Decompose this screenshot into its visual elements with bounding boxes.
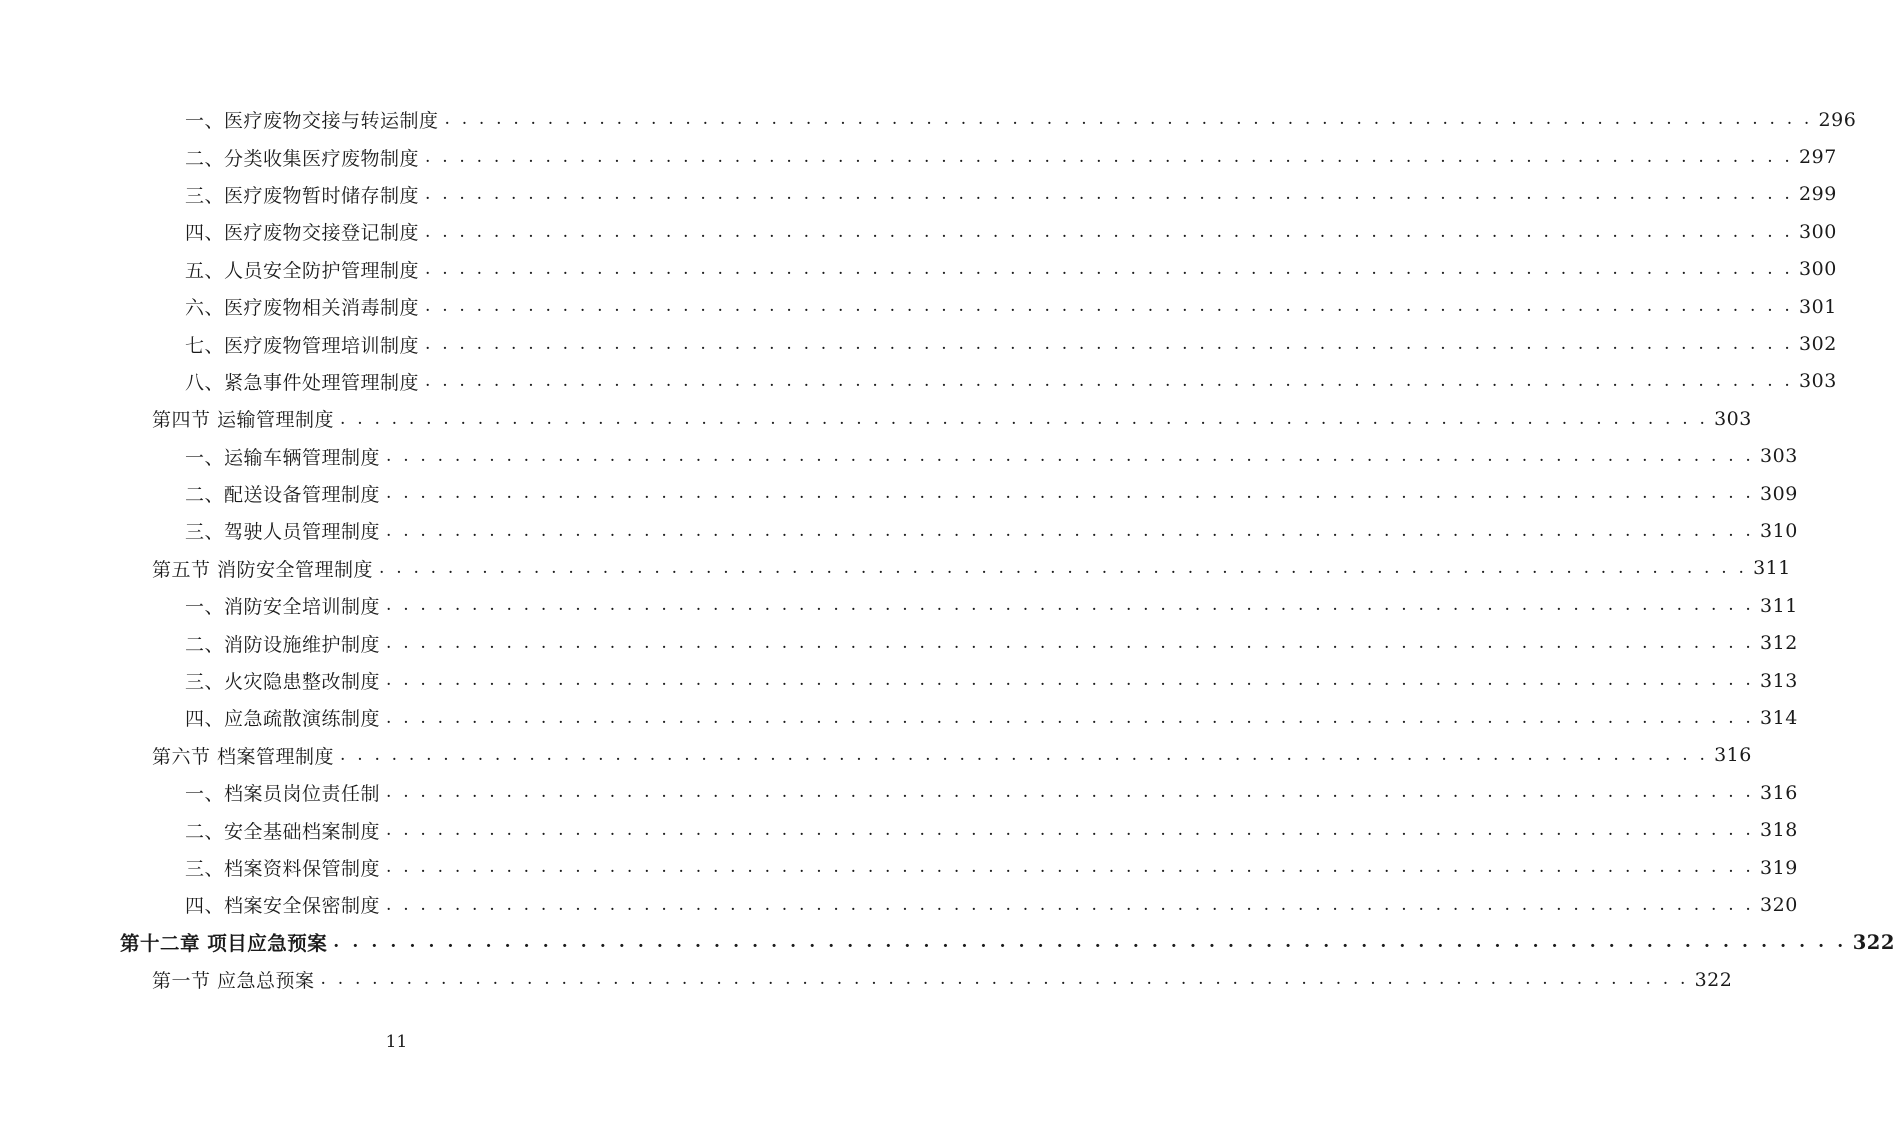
toc-entry-title: 三、医疗废物暂时储存制度: [185, 184, 420, 207]
toc-dot-leader: . . . . . . . . . . . . . . . . . . . . . . . . . . . . . . . . . . . . . . . . . . . . . . . . . . . . . . . . . . . . . . . . . . . . . . . . . . . . . . . .: [386, 483, 1755, 504]
toc-dot-leader: . . . . . . . . . . . . . . . . . . . . . . . . . . . . . . . . . . . . . . . . . . . . . . . . . . . . . . . . . . . . . . . . . . . . . . . . . . . . . . . .: [425, 371, 1794, 392]
toc-entry-title: 一、档案员岗位责任制: [185, 783, 381, 806]
toc-entry-title: 第一节 应急总预案: [152, 970, 315, 993]
toc-dot-leader: . . . . . . . . . . . . . . . . . . . . . . . . . . . . . . . . . . . . . . . . . . . . . . . . . . . . . . . . . . . . . . . . . . . . . . . . . . . . . . . .: [425, 333, 1794, 354]
toc-entry-page: 314: [1760, 706, 1798, 729]
toc-entry-title: 一、运输车辆管理制度: [185, 446, 381, 469]
toc-entry-page: 296: [1818, 108, 1857, 131]
toc-subsection-entry[interactable]: [0, 624, 1798, 661]
toc-subsection-entry[interactable]: [0, 101, 1857, 138]
toc-entry-page: 301: [1799, 295, 1837, 318]
toc-dot-leader: . . . . . . . . . . . . . . . . . . . . . . . . . . . . . . . . . . . . . . . . . . . . . . . . . . . . . . . . . . . . . . . . . . . . . . . . . . . . . . . .: [340, 745, 1709, 766]
toc-entry-page: 311: [1760, 594, 1798, 617]
toc-entry-page: 311: [1753, 557, 1791, 580]
toc-entry-title: 二、安全基础档案制度: [185, 820, 381, 843]
toc-entry-page: 322: [1694, 968, 1733, 991]
toc-dot-leader: . . . . . . . . . . . . . . . . . . . . . . . . . . . . . . . . . . . . . . . . . . . . . . . . . . . . . . . . . . . . . . . . . . . . . . . . . . . . . . . .: [333, 931, 1847, 952]
toc-dot-leader: . . . . . . . . . . . . . . . . . . . . . . . . . . . . . . . . . . . . . . . . . . . . . . . . . . . . . . . . . . . . . . . . . . . . . . . . . . . . . . . .: [425, 221, 1794, 242]
toc-entry-title: 第六节 档案管理制度: [152, 745, 335, 768]
toc-dot-leader: . . . . . . . . . . . . . . . . . . . . . . . . . . . . . . . . . . . . . . . . . . . . . . . . . . . . . . . . . . . . . . . . . . . . . . . . . . . . . . . .: [386, 520, 1755, 541]
toc-subsection-entry[interactable]: [0, 512, 1798, 549]
toc-entry-title: 三、驾驶人员管理制度: [185, 521, 381, 544]
toc-entry-page: 303: [1799, 370, 1837, 393]
toc-entry-page: 302: [1799, 333, 1837, 356]
toc-subsection-entry[interactable]: [0, 699, 1798, 736]
toc-dot-leader: . . . . . . . . . . . . . . . . . . . . . . . . . . . . . . . . . . . . . . . . . . . . . . . . . . . . . . . . . . . . . . . . . . . . . . . . . . . . . . . .: [386, 782, 1755, 803]
toc-dot-leader: . . . . . . . . . . . . . . . . . . . . . . . . . . . . . . . . . . . . . . . . . . . . . . . . . . . . . . . . . . . . . . . . . . . . . . . . . . . . . . . .: [386, 819, 1755, 840]
toc-entry-page: 312: [1760, 632, 1798, 655]
toc-entry-title: 八、紧急事件处理管理制度: [185, 371, 420, 394]
table-of-contents: [0, 101, 1895, 998]
toc-dot-leader: . . . . . . . . . . . . . . . . . . . . . . . . . . . . . . . . . . . . . . . . . . . . . . . . . . . . . . . . . . . . . . . . . . . . . . . . . . . . . . . .: [425, 258, 1794, 279]
toc-section-entry[interactable]: [0, 550, 1791, 587]
toc-subsection-entry[interactable]: [0, 176, 1837, 213]
toc-entry-title: 二、消防设施维护制度: [185, 633, 381, 656]
toc-entry-page: 300: [1799, 220, 1837, 243]
toc-subsection-entry[interactable]: [0, 288, 1837, 325]
toc-dot-leader: . . . . . . . . . . . . . . . . . . . . . . . . . . . . . . . . . . . . . . . . . . . . . . . . . . . . . . . . . . . . . . . . . . . . . . . . . . . . . . . .: [386, 632, 1755, 653]
toc-entry-title: 第十二章 项目应急预案: [120, 932, 328, 956]
toc-dot-leader: . . . . . . . . . . . . . . . . . . . . . . . . . . . . . . . . . . . . . . . . . . . . . . . . . . . . . . . . . . . . . . . . . . . . . . . . . . . . . . . .: [386, 894, 1755, 915]
toc-section-entry[interactable]: [0, 961, 1733, 998]
toc-dot-leader: . . . . . . . . . . . . . . . . . . . . . . . . . . . . . . . . . . . . . . . . . . . . . . . . . . . . . . . . . . . . . . . . . . . . . . . . . . . . . . . .: [340, 408, 1709, 429]
page-number: 11: [385, 1032, 408, 1052]
toc-entry-page: 313: [1760, 669, 1798, 692]
toc-entry-title: 一、消防安全培训制度: [185, 596, 381, 619]
toc-entry-page: 300: [1799, 258, 1837, 281]
toc-entry-title: 三、档案资料保管制度: [185, 858, 381, 880]
toc-subsection-entry[interactable]: [0, 811, 1798, 848]
toc-subsection-entry[interactable]: [0, 363, 1837, 400]
toc-subsection-entry[interactable]: [0, 438, 1798, 475]
toc-dot-leader: . . . . . . . . . . . . . . . . . . . . . . . . . . . . . . . . . . . . . . . . . . . . . . . . . . . . . . . . . . . . . . . . . . . . . . . . . . . . . . . .: [379, 558, 1748, 579]
toc-entry-title: 第五节 消防安全管理制度: [152, 558, 374, 581]
toc-entry-page: 309: [1760, 482, 1798, 505]
toc-entry-title: 二、分类收集医疗废物制度: [185, 147, 420, 170]
toc-section-entry[interactable]: [0, 400, 1752, 437]
toc-entry-title: 四、档案安全保密制度: [185, 895, 381, 918]
toc-subsection-entry[interactable]: [0, 251, 1837, 288]
toc-dot-leader: . . . . . . . . . . . . . . . . . . . . . . . . . . . . . . . . . . . . . . . . . . . . . . . . . . . . . . . . . . . . . . . . . . . . . . . . . . . . . . . .: [386, 707, 1755, 728]
toc-entry-page: 319: [1760, 856, 1798, 879]
toc-subsection-entry[interactable]: [0, 475, 1798, 512]
toc-entry-page: 303: [1760, 445, 1798, 468]
toc-entry-title: 五、人员安全防护管理制度: [185, 259, 420, 282]
toc-dot-leader: . . . . . . . . . . . . . . . . . . . . . . . . . . . . . . . . . . . . . . . . . . . . . . . . . . . . . . . . . . . . . . . . . . . . . . . . . . . . . . . .: [444, 109, 1813, 130]
toc-entry-title: 三、火灾隐患整改制度: [185, 671, 381, 694]
toc-entry-page: 316: [1714, 744, 1752, 767]
toc-dot-leader: . . . . . . . . . . . . . . . . . . . . . . . . . . . . . . . . . . . . . . . . . . . . . . . . . . . . . . . . . . . . . . . . . . . . . . . . . . . . . . . .: [425, 184, 1794, 205]
toc-entry-page: 310: [1760, 519, 1798, 542]
toc-subsection-entry[interactable]: [0, 886, 1798, 923]
toc-subsection-entry[interactable]: [0, 213, 1837, 250]
toc-dot-leader: . . . . . . . . . . . . . . . . . . . . . . . . . . . . . . . . . . . . . . . . . . . . . . . . . . . . . . . . . . . . . . . . . . . . . . . . . . . . . . . .: [386, 857, 1755, 878]
toc-subsection-entry[interactable]: [0, 662, 1798, 699]
toc-subsection-entry[interactable]: [0, 849, 1798, 886]
toc-dot-leader: . . . . . . . . . . . . . . . . . . . . . . . . . . . . . . . . . . . . . . . . . . . . . . . . . . . . . . . . . . . . . . . . . . . . . . . . . . . . . . . .: [386, 670, 1755, 691]
toc-entry-page: 322: [1852, 930, 1895, 954]
toc-entry-page: 316: [1760, 781, 1798, 804]
toc-entry-page: 320: [1760, 893, 1798, 916]
toc-entry-page: 303: [1714, 407, 1752, 430]
toc-entry-title: 第四节 运输管理制度: [152, 409, 335, 432]
toc-entry-title: 二、配送设备管理制度: [185, 484, 381, 507]
toc-dot-leader: . . . . . . . . . . . . . . . . . . . . . . . . . . . . . . . . . . . . . . . . . . . . . . . . . . . . . . . . . . . . . . . . . . . . . . . . . . . . . . . .: [425, 296, 1794, 317]
toc-entry-title: 四、应急疏散演练制度: [185, 708, 381, 731]
toc-section-entry[interactable]: [0, 737, 1752, 774]
toc-subsection-entry[interactable]: [0, 587, 1798, 624]
toc-dot-leader: . . . . . . . . . . . . . . . . . . . . . . . . . . . . . . . . . . . . . . . . . . . . . . . . . . . . . . . . . . . . . . . . . . . . . . . . . . . . . . . .: [386, 445, 1755, 466]
toc-dot-leader: . . . . . . . . . . . . . . . . . . . . . . . . . . . . . . . . . . . . . . . . . . . . . . . . . . . . . . . . . . . . . . . . . . . . . . . . . . . . . . . .: [320, 969, 1689, 990]
toc-entry-title: 六、医疗废物相关消毒制度: [185, 297, 420, 320]
toc-entry-page: 299: [1799, 183, 1837, 206]
toc-entry-page: 297: [1799, 146, 1837, 169]
toc-subsection-entry[interactable]: [0, 774, 1798, 811]
toc-entry-title: 七、医疗废物管理培训制度: [185, 334, 420, 357]
toc-dot-leader: . . . . . . . . . . . . . . . . . . . . . . . . . . . . . . . . . . . . . . . . . . . . . . . . . . . . . . . . . . . . . . . . . . . . . . . . . . . . . . . .: [386, 595, 1755, 616]
toc-entry-page: 318: [1760, 819, 1798, 842]
toc-entry-title: 四、医疗废物交接登记制度: [185, 222, 420, 245]
toc-dot-leader: . . . . . . . . . . . . . . . . . . . . . . . . . . . . . . . . . . . . . . . . . . . . . . . . . . . . . . . . . . . . . . . . . . . . . . . . . . . . . . . .: [425, 146, 1794, 167]
toc-chapter-entry[interactable]: [0, 924, 1895, 961]
toc-subsection-entry[interactable]: [0, 325, 1837, 362]
toc-entry-title: 一、医疗废物交接与转运制度: [185, 110, 439, 133]
toc-subsection-entry[interactable]: [0, 138, 1837, 175]
